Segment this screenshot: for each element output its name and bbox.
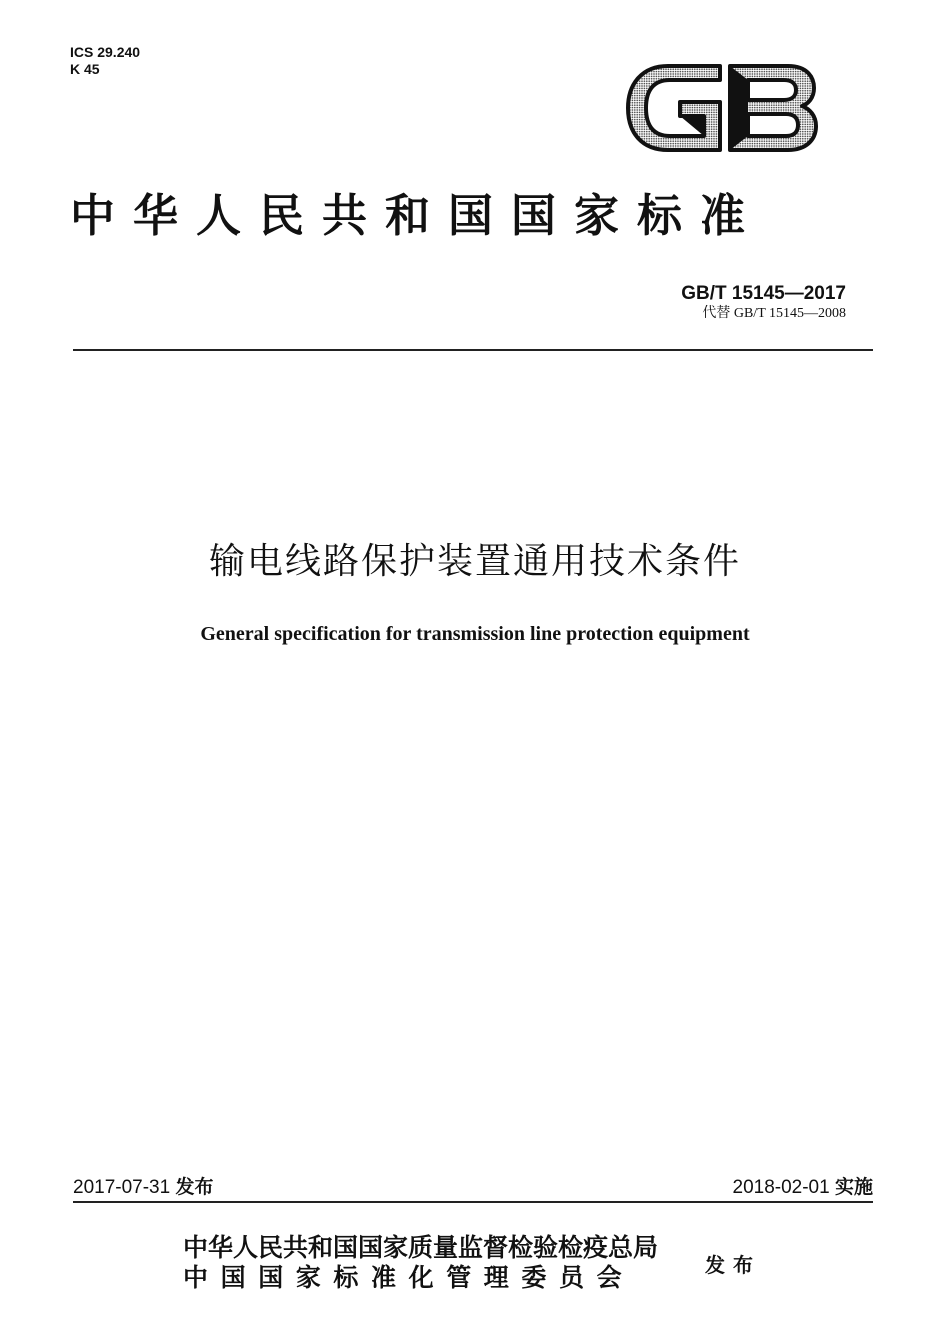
gb-logo: [624, 56, 820, 160]
classification-codes: [70, 44, 140, 78]
implement-date: 2018-02-01: [732, 1177, 830, 1198]
issuing-authorities: [183, 1233, 658, 1293]
document-title-english: General specification for transmission line protection equipment: [200, 623, 750, 645]
issuer-sac: 中国国家标准化管理委员会: [183, 1263, 635, 1292]
implement-date-line: [733, 1175, 874, 1200]
release-date: 2017-07-31: [73, 1177, 171, 1198]
footer-divider: [73, 1201, 873, 1203]
release-label: 发布: [175, 1176, 214, 1198]
ccs-code: K 45: [70, 61, 100, 77]
header-divider: [73, 349, 873, 351]
document-title-chinese: 输电线路保护装置通用技术条件: [208, 541, 741, 582]
implement-label: 实施: [834, 1176, 873, 1198]
ics-code: ICS 29.240: [70, 44, 141, 60]
issuer-aqsiq: 中华人民共和国国家质量监督检验检疫总局: [183, 1233, 659, 1262]
replaced-standard: 代替 GB/T 15145—2008: [702, 306, 846, 321]
release-date-line: [73, 1175, 214, 1200]
country-standard-title: 中华人民共和国国家标准: [70, 189, 764, 242]
issue-label: 发布: [705, 1253, 761, 1277]
standard-number: GB/T 15145—2017: [681, 283, 846, 304]
logo-letter-g: [628, 66, 720, 150]
